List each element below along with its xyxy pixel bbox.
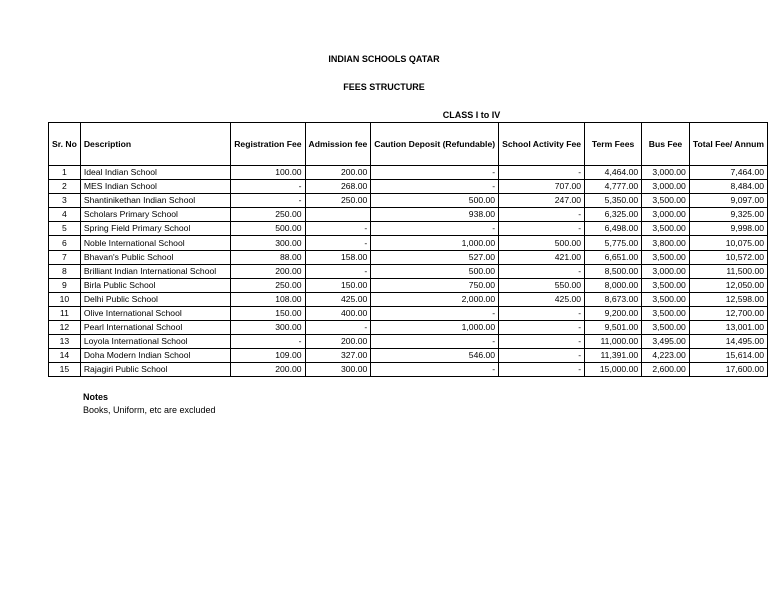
bus-fee-cell: 4,223.00 — [642, 349, 690, 363]
admission-fee-cell: 400.00 — [305, 306, 371, 320]
caution-deposit-cell: 527.00 — [371, 250, 499, 264]
bus-fee-cell: 3,500.00 — [642, 250, 690, 264]
term-fees-cell: 8,000.00 — [585, 278, 642, 292]
registration-fee-cell: 200.00 — [231, 264, 305, 278]
description-cell: Delhi Public School — [80, 292, 230, 306]
sr-no-cell: 4 — [49, 208, 81, 222]
description-cell: MES Indian School — [80, 180, 230, 194]
column-header-description: Description — [80, 123, 230, 166]
admission-fee-cell: - — [305, 321, 371, 335]
sr-no-cell: 3 — [49, 194, 81, 208]
term-fees-cell: 5,775.00 — [585, 236, 642, 250]
table-row — [49, 222, 768, 236]
registration-fee-cell: - — [231, 180, 305, 194]
admission-fee-cell: 158.00 — [305, 250, 371, 264]
term-fees-cell: 6,498.00 — [585, 222, 642, 236]
caution-deposit-cell: 2,000.00 — [371, 292, 499, 306]
bus-fee-cell: 2,600.00 — [642, 363, 690, 377]
total-fee-cell: 14,495.00 — [689, 335, 767, 349]
table-row — [49, 306, 768, 320]
total-fee-cell: 17,600.00 — [689, 363, 767, 377]
school-activity-fee-cell: 707.00 — [499, 180, 585, 194]
table-row — [49, 208, 768, 222]
school-activity-fee-cell: - — [499, 166, 585, 180]
bus-fee-cell: 3,500.00 — [642, 321, 690, 335]
bus-fee-cell: 3,000.00 — [642, 166, 690, 180]
caution-deposit-cell: 1,000.00 — [371, 321, 499, 335]
table-row — [49, 166, 768, 180]
admission-fee-cell: 250.00 — [305, 194, 371, 208]
sr-no-cell: 15 — [49, 363, 81, 377]
sr-no-cell: 12 — [49, 321, 81, 335]
description-cell: Birla Public School — [80, 278, 230, 292]
bus-fee-cell: 3,500.00 — [642, 194, 690, 208]
term-fees-cell: 6,651.00 — [585, 250, 642, 264]
notes-body: Books, Uniform, etc are excluded — [83, 405, 216, 415]
bus-fee-cell: 3,500.00 — [642, 222, 690, 236]
table-row — [49, 278, 768, 292]
column-header-admission-fee: Admission fee — [305, 123, 371, 166]
term-fees-cell: 4,777.00 — [585, 180, 642, 194]
description-cell: Doha Modern Indian School — [80, 349, 230, 363]
table-row — [49, 180, 768, 194]
term-fees-cell: 9,501.00 — [585, 321, 642, 335]
school-activity-fee-cell: 425.00 — [499, 292, 585, 306]
registration-fee-cell: - — [231, 335, 305, 349]
admission-fee-cell: - — [305, 264, 371, 278]
description-cell: Pearl International School — [80, 321, 230, 335]
school-activity-fee-cell: 500.00 — [499, 236, 585, 250]
total-fee-cell: 12,700.00 — [689, 306, 767, 320]
notes-title: Notes — [83, 392, 109, 402]
page-title: INDIAN SCHOOLS QATAR — [328, 54, 440, 64]
school-activity-fee-cell: - — [499, 363, 585, 377]
column-header-sr-no: Sr. No — [49, 123, 81, 166]
total-fee-cell: 13,001.00 — [689, 321, 767, 335]
school-activity-fee-cell: - — [499, 349, 585, 363]
registration-fee-cell: 250.00 — [231, 208, 305, 222]
caution-deposit-cell: 938.00 — [371, 208, 499, 222]
caution-deposit-cell: 546.00 — [371, 349, 499, 363]
school-activity-fee-cell: 550.00 — [499, 278, 585, 292]
sr-no-cell: 11 — [49, 306, 81, 320]
total-fee-cell: 9,998.00 — [689, 222, 767, 236]
column-header-registration-fee: Registration Fee — [231, 123, 305, 166]
caution-deposit-cell: 500.00 — [371, 194, 499, 208]
description-cell: Loyola International School — [80, 335, 230, 349]
total-fee-cell: 8,484.00 — [689, 180, 767, 194]
bus-fee-cell: 3,000.00 — [642, 180, 690, 194]
class-range-label: CLASS I to IV — [442, 110, 501, 120]
table-row — [49, 236, 768, 250]
table-row — [49, 264, 768, 278]
description-cell: Rajagiri Public School — [80, 363, 230, 377]
sr-no-cell: 13 — [49, 335, 81, 349]
caution-deposit-cell: - — [371, 306, 499, 320]
table-row — [49, 335, 768, 349]
registration-fee-cell: 109.00 — [231, 349, 305, 363]
registration-fee-cell: 500.00 — [231, 222, 305, 236]
admission-fee-cell: 327.00 — [305, 349, 371, 363]
term-fees-cell: 11,391.00 — [585, 349, 642, 363]
school-activity-fee-cell: - — [499, 264, 585, 278]
total-fee-cell: 7,464.00 — [689, 166, 767, 180]
fees-table — [48, 122, 768, 377]
table-row — [49, 250, 768, 264]
caution-deposit-cell: 750.00 — [371, 278, 499, 292]
sr-no-cell: 2 — [49, 180, 81, 194]
term-fees-cell: 4,464.00 — [585, 166, 642, 180]
school-activity-fee-cell: 421.00 — [499, 250, 585, 264]
caution-deposit-cell: - — [371, 222, 499, 236]
description-cell: Ideal Indian School — [80, 166, 230, 180]
sr-no-cell: 6 — [49, 236, 81, 250]
total-fee-cell: 10,572.00 — [689, 250, 767, 264]
admission-fee-cell: - — [305, 222, 371, 236]
caution-deposit-cell: 500.00 — [371, 264, 499, 278]
total-fee-cell: 15,614.00 — [689, 349, 767, 363]
table-row — [49, 349, 768, 363]
admission-fee-cell: 200.00 — [305, 335, 371, 349]
admission-fee-cell — [305, 208, 371, 222]
bus-fee-cell: 3,495.00 — [642, 335, 690, 349]
registration-fee-cell: 200.00 — [231, 363, 305, 377]
admission-fee-cell: 268.00 — [305, 180, 371, 194]
admission-fee-cell: 150.00 — [305, 278, 371, 292]
registration-fee-cell: 88.00 — [231, 250, 305, 264]
term-fees-cell: 11,000.00 — [585, 335, 642, 349]
column-header-bus-fee: Bus Fee — [642, 123, 690, 166]
school-activity-fee-cell: - — [499, 306, 585, 320]
caution-deposit-cell: 1,000.00 — [371, 236, 499, 250]
bus-fee-cell: 3,800.00 — [642, 236, 690, 250]
sr-no-cell: 1 — [49, 166, 81, 180]
registration-fee-cell: 108.00 — [231, 292, 305, 306]
page-subtitle: FEES STRUCTURE — [343, 82, 425, 92]
term-fees-cell: 9,200.00 — [585, 306, 642, 320]
bus-fee-cell: 3,500.00 — [642, 278, 690, 292]
registration-fee-cell: 300.00 — [231, 236, 305, 250]
caution-deposit-cell: - — [371, 363, 499, 377]
description-cell: Olive International School — [80, 306, 230, 320]
total-fee-cell: 9,097.00 — [689, 194, 767, 208]
bus-fee-cell: 3,000.00 — [642, 208, 690, 222]
caution-deposit-cell: - — [371, 180, 499, 194]
description-cell: Bhavan's Public School — [80, 250, 230, 264]
table-row — [49, 321, 768, 335]
sr-no-cell: 8 — [49, 264, 81, 278]
bus-fee-cell: 3,000.00 — [642, 264, 690, 278]
school-activity-fee-cell: - — [499, 321, 585, 335]
caution-deposit-cell: - — [371, 335, 499, 349]
sr-no-cell: 14 — [49, 349, 81, 363]
column-header-school-activity-fee: School Activity Fee — [499, 123, 585, 166]
school-activity-fee-cell: - — [499, 208, 585, 222]
column-header-total-fee: Total Fee/ Annum — [689, 123, 767, 166]
total-fee-cell: 11,500.00 — [689, 264, 767, 278]
school-activity-fee-cell: - — [499, 222, 585, 236]
term-fees-cell: 6,325.00 — [585, 208, 642, 222]
caution-deposit-cell: - — [371, 166, 499, 180]
sr-no-cell: 5 — [49, 222, 81, 236]
total-fee-cell: 10,075.00 — [689, 236, 767, 250]
column-header-caution-deposit: Caution Deposit (Refundable) — [371, 123, 499, 166]
school-activity-fee-cell: 247.00 — [499, 194, 585, 208]
registration-fee-cell: 100.00 — [231, 166, 305, 180]
term-fees-cell: 8,673.00 — [585, 292, 642, 306]
registration-fee-cell: 300.00 — [231, 321, 305, 335]
admission-fee-cell: 300.00 — [305, 363, 371, 377]
school-activity-fee-cell: - — [499, 335, 585, 349]
total-fee-cell: 12,598.00 — [689, 292, 767, 306]
table-row — [49, 292, 768, 306]
registration-fee-cell: 250.00 — [231, 278, 305, 292]
column-header-term-fees: Term Fees — [585, 123, 642, 166]
registration-fee-cell: - — [231, 194, 305, 208]
description-cell: Noble International School — [80, 236, 230, 250]
table-header-row — [49, 123, 768, 166]
description-cell: Brilliant Indian International School — [80, 264, 230, 278]
description-cell: Scholars Primary School — [80, 208, 230, 222]
sr-no-cell: 9 — [49, 278, 81, 292]
table-row — [49, 194, 768, 208]
bus-fee-cell: 3,500.00 — [642, 306, 690, 320]
description-cell: Shantinikethan Indian School — [80, 194, 230, 208]
registration-fee-cell: 150.00 — [231, 306, 305, 320]
admission-fee-cell: 425.00 — [305, 292, 371, 306]
notes-section — [83, 392, 216, 415]
total-fee-cell: 12,050.00 — [689, 278, 767, 292]
sr-no-cell: 7 — [49, 250, 81, 264]
total-fee-cell: 9,325.00 — [689, 208, 767, 222]
sr-no-cell: 10 — [49, 292, 81, 306]
admission-fee-cell: - — [305, 236, 371, 250]
term-fees-cell: 8,500.00 — [585, 264, 642, 278]
bus-fee-cell: 3,500.00 — [642, 292, 690, 306]
term-fees-cell: 15,000.00 — [585, 363, 642, 377]
table-row — [49, 363, 768, 377]
admission-fee-cell: 200.00 — [305, 166, 371, 180]
term-fees-cell: 5,350.00 — [585, 194, 642, 208]
description-cell: Spring Field Primary School — [80, 222, 230, 236]
